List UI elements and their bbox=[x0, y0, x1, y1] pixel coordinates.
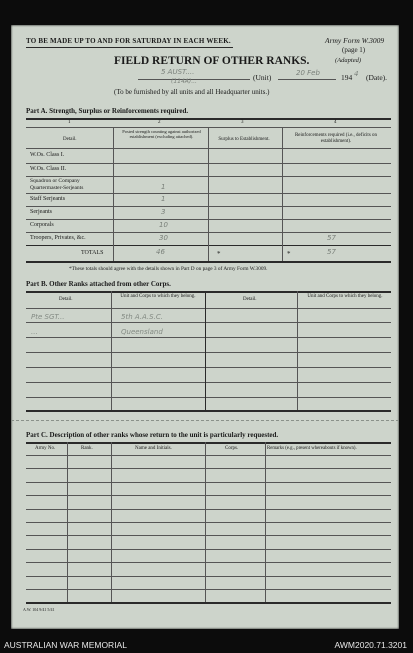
partC-col1-header: Army No. bbox=[35, 446, 56, 451]
form-id: Army Form W.3009 bbox=[325, 36, 385, 45]
form-subtitle: (To be furnished by all units and all Headquarter units.) bbox=[114, 88, 270, 96]
troopers-value: 30 bbox=[159, 234, 168, 242]
form-title: FIELD RETURN OF OTHER RANKS. bbox=[114, 55, 310, 67]
partA-colnum-3: 3 bbox=[241, 120, 244, 125]
row-label-serjeants: Serjeants bbox=[30, 209, 52, 215]
partC-heading: Part C. Description of other ranks whose return to the unit is particularly requested. bbox=[26, 431, 279, 439]
partB-row-rule bbox=[26, 322, 391, 323]
partC-row-rule bbox=[26, 562, 391, 563]
partB-row-rule bbox=[26, 397, 391, 398]
date-label: (Date). bbox=[366, 73, 388, 82]
partC-header-rule bbox=[26, 455, 391, 456]
paper-fold bbox=[11, 420, 399, 421]
partA-vrule bbox=[282, 127, 283, 261]
partA-vrule bbox=[208, 127, 209, 261]
partA-colnum-2: 2 bbox=[158, 120, 161, 125]
unit-handwriting: 5 AUST.... bbox=[161, 68, 195, 76]
totals-mark-col4: * bbox=[287, 250, 291, 258]
partA-colnum-4: 4 bbox=[334, 120, 337, 125]
partB-row-rule bbox=[26, 367, 391, 368]
partA-bottom-rule bbox=[26, 261, 391, 263]
totals-label: TOTALS bbox=[81, 250, 104, 256]
partC-top-rule bbox=[26, 442, 391, 444]
partA-footnote: *These totals should agree with the details shown in Part D on page 3 of Army Form W.3009. bbox=[69, 266, 268, 272]
footer-institution: AUSTRALIAN WAR MEMORIAL bbox=[4, 640, 127, 650]
partA-col2-header: Posted strength counting against authorized establishment (excluding attached). bbox=[122, 129, 201, 139]
partC-row-rule bbox=[26, 576, 391, 577]
cqms-value: 1 bbox=[161, 183, 166, 191]
partA-col4-header: Reinforcements required (i.e., deficits on establishment). bbox=[294, 133, 378, 144]
form-sheet bbox=[11, 25, 399, 629]
partB-row1-detail: Pte SGT... bbox=[31, 313, 65, 321]
partC-row-rule bbox=[26, 468, 391, 469]
partB-col3-header: Detail. bbox=[243, 297, 257, 302]
partB-col4-header: Unit and Corps to which they belong. bbox=[307, 294, 383, 299]
row-label-troopers: Troopers, Privates, &c. bbox=[30, 235, 86, 241]
footer-accession: AWM2020.71.3201 bbox=[334, 640, 407, 650]
partB-row-rule bbox=[26, 382, 391, 383]
note-underline bbox=[26, 47, 233, 48]
row-label-staff-serjeants: Staff Serjeants bbox=[30, 196, 66, 202]
partB-row1-unit: 5th A.A.S.C. bbox=[121, 313, 163, 321]
year-prefix: 194 bbox=[341, 73, 353, 82]
page-number: (page 1) bbox=[342, 46, 366, 54]
serjeants-value: 3 bbox=[161, 208, 166, 216]
partA-col3-header: Surplus to Establishment. bbox=[218, 137, 270, 142]
partC-col3-header: Name and Initials. bbox=[135, 446, 172, 451]
partB-header-rule bbox=[26, 308, 391, 309]
row-label-wo2: W.Os. Class II. bbox=[30, 166, 67, 172]
row-label-wo1: W.Os. Class I. bbox=[30, 152, 65, 158]
partC-vrule bbox=[205, 442, 206, 602]
partA-heading: Part A. Strength, Surplus or Reinforcements required. bbox=[26, 107, 189, 115]
partA-colnum-1: 1 bbox=[68, 120, 71, 125]
partC-row-rule bbox=[26, 522, 391, 523]
partA-col1-header: Detail. bbox=[63, 137, 77, 142]
print-code: A.W. 104 9/41 5/41 bbox=[23, 607, 55, 612]
partB-vrule bbox=[111, 291, 112, 410]
archive-footer bbox=[0, 633, 413, 653]
partC-row-rule bbox=[26, 482, 391, 483]
partB-row2-unit: Queensland bbox=[121, 328, 163, 336]
partB-row2-detail: ... bbox=[31, 328, 38, 336]
partC-row-rule bbox=[26, 589, 391, 590]
partC-vrule bbox=[111, 442, 112, 602]
partC-row-rule bbox=[26, 549, 391, 550]
troopers-reinforcements: 57 bbox=[327, 234, 336, 242]
unit-label: (Unit) bbox=[253, 73, 272, 82]
row-label-cqms: Squadron or Company Quartermaster-Serjeants bbox=[30, 178, 84, 191]
totals-mark-col3: * bbox=[217, 250, 221, 258]
partC-row-rule bbox=[26, 535, 391, 536]
partB-col2-header: Unit and Corps to which they belong. bbox=[120, 294, 196, 299]
adapted-label: (Adapted) bbox=[335, 57, 361, 64]
weekly-note: TO BE MADE UP TO AND FOR SATURDAY IN EACH WEEK. bbox=[26, 37, 231, 45]
partB-vrule bbox=[297, 291, 298, 410]
partC-col4-header: Corps. bbox=[225, 446, 239, 451]
partC-vrule bbox=[67, 442, 68, 602]
partC-row-rule bbox=[26, 495, 391, 496]
year-handwriting: 4 bbox=[354, 70, 359, 78]
partB-heading: Part B. Other Ranks attached from other Corps. bbox=[26, 280, 171, 288]
partA-vrule bbox=[113, 127, 114, 261]
partC-vrule bbox=[265, 442, 266, 602]
partC-col2-header: Rank. bbox=[81, 446, 93, 451]
corporals-value: 10 bbox=[159, 221, 168, 229]
unit-handwriting-sub: (114A)... bbox=[171, 78, 197, 85]
totals-strength: 46 bbox=[156, 248, 165, 256]
partB-top-rule bbox=[26, 291, 391, 293]
date-handwriting: 20 Feb bbox=[296, 69, 320, 77]
partB-bottom-rule bbox=[26, 410, 391, 412]
date-line bbox=[278, 79, 336, 80]
totals-reinforcements: 57 bbox=[327, 248, 336, 256]
partB-row-rule bbox=[26, 337, 391, 338]
partC-col5-header: Remarks (e.g., present whereabouts if known). bbox=[267, 446, 357, 451]
partC-row-rule bbox=[26, 509, 391, 510]
partC-bottom-rule bbox=[26, 602, 391, 604]
row-label-corporals: Corporals bbox=[30, 222, 54, 228]
partB-vrule-center bbox=[205, 291, 206, 410]
partB-row-rule bbox=[26, 352, 391, 353]
staff-serjeants-value: 1 bbox=[161, 195, 166, 203]
partB-col1-header: Detail. bbox=[59, 297, 73, 302]
